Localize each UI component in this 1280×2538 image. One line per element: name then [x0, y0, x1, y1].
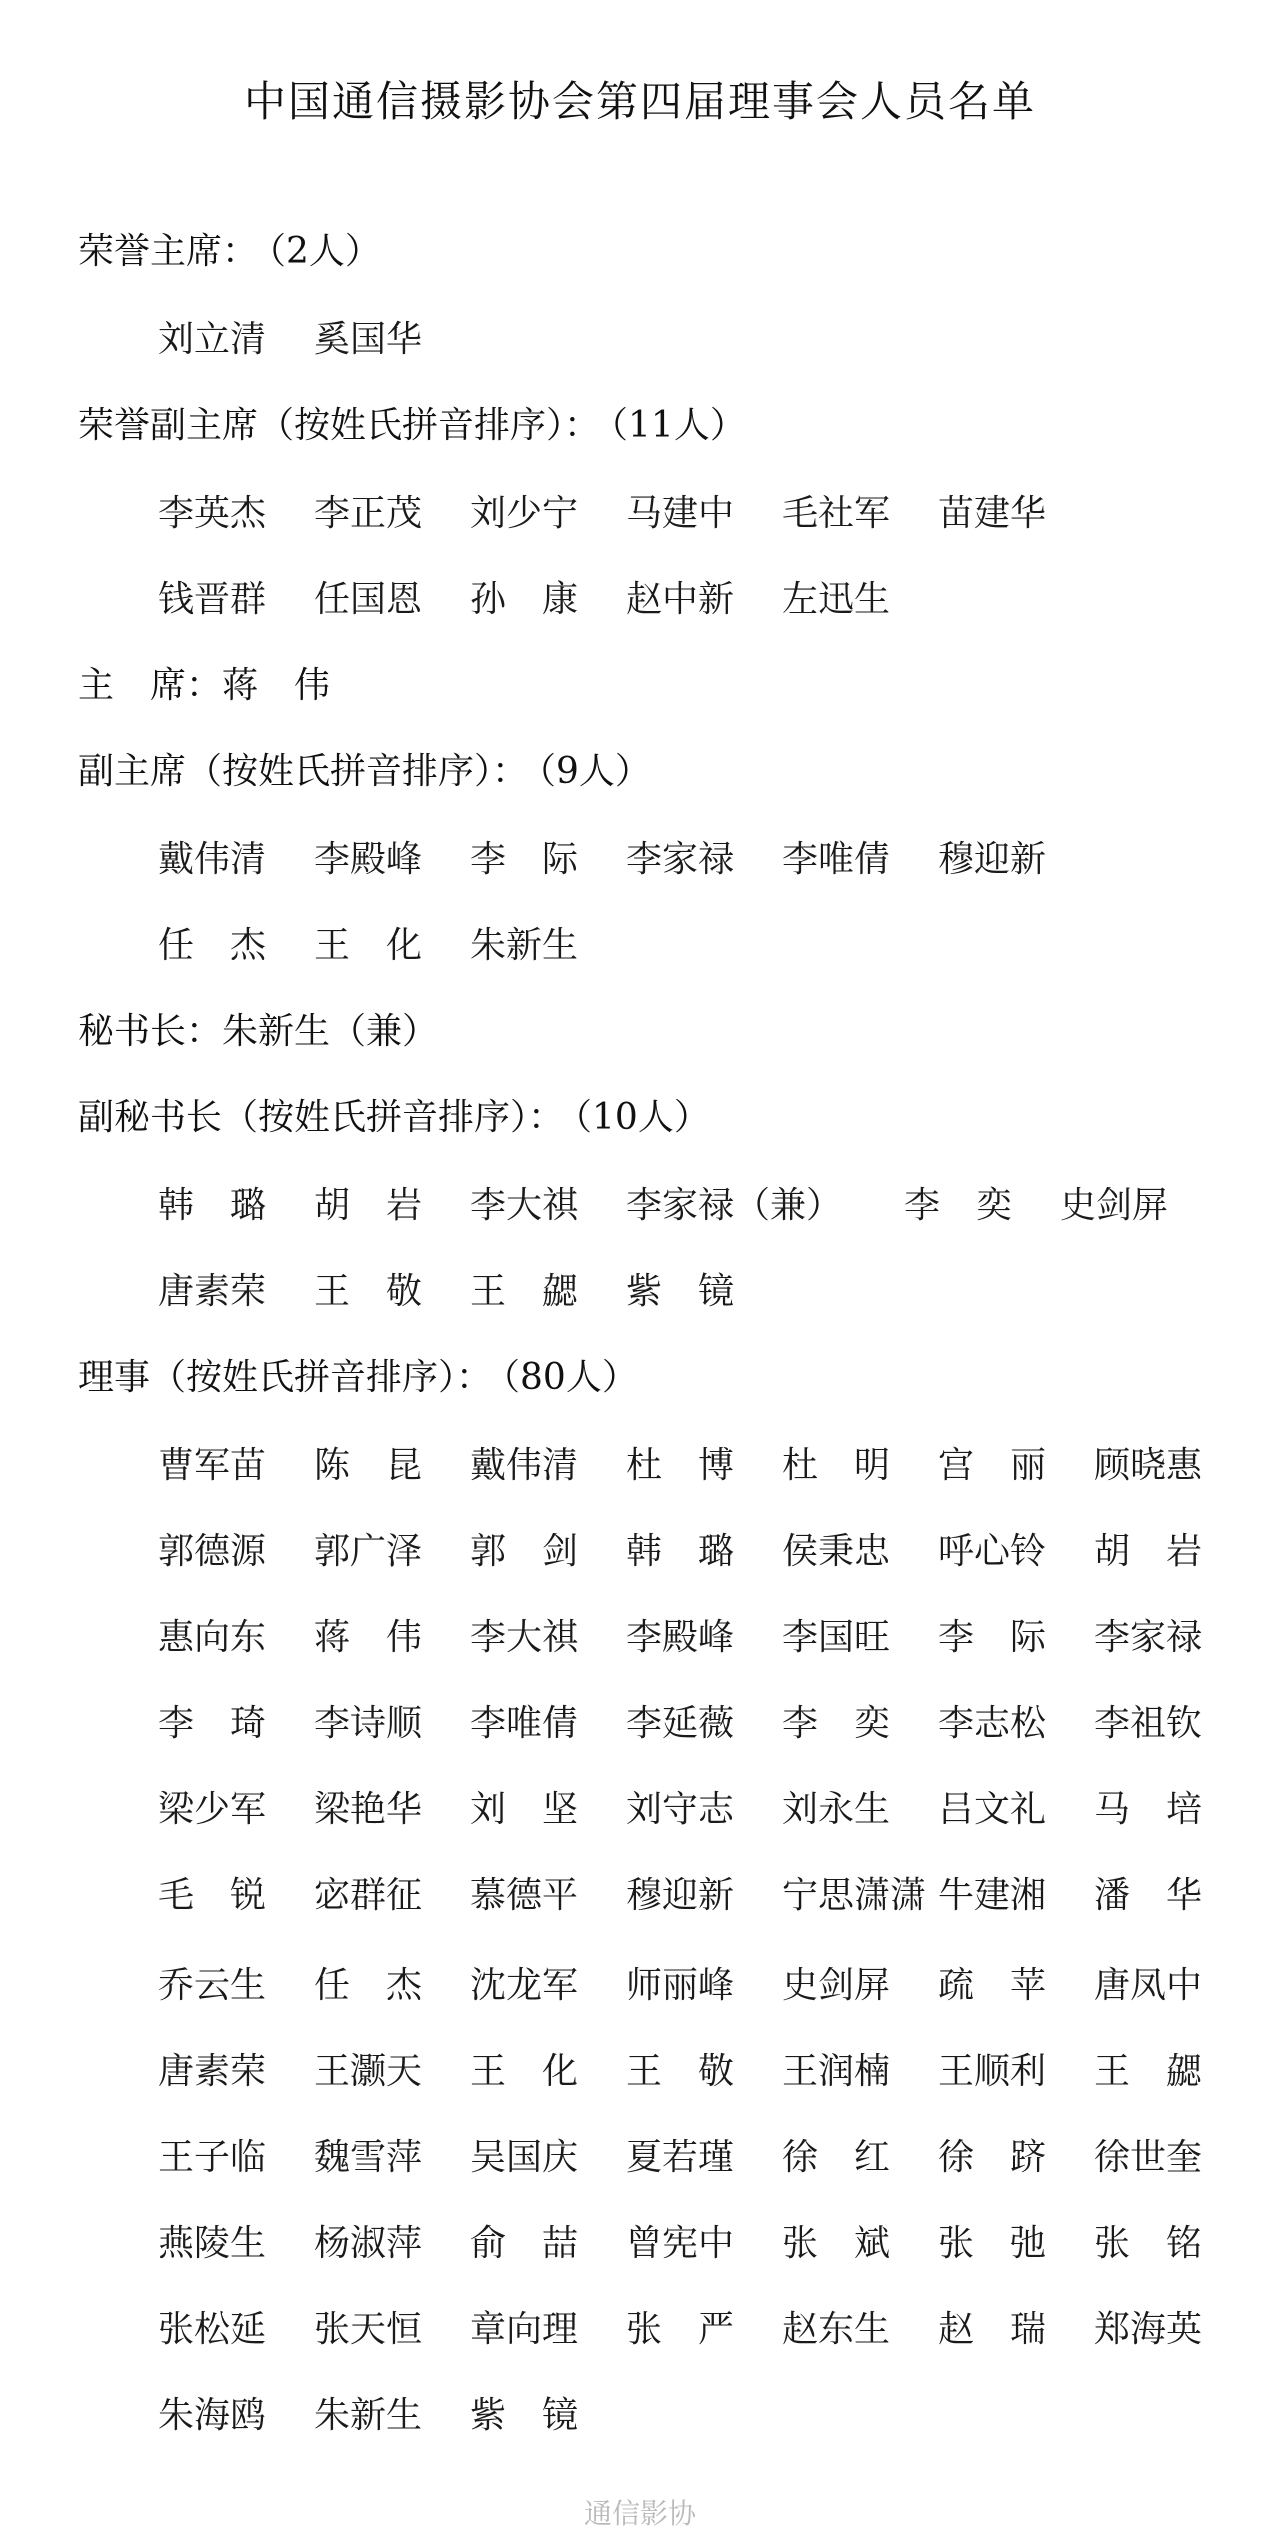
name-row [0, 1962, 1280, 2010]
member-name: 钱晋群 [158, 579, 267, 620]
member-name: 王子临 [158, 2137, 267, 2178]
section-count: （80人） [502, 1357, 638, 1398]
section-heading-secretary-general [78, 1008, 438, 1056]
member-name: 刘立清 [158, 319, 267, 360]
section-label: 理事（按姓氏拼音排序）： [78, 1357, 493, 1398]
section-label: 副秘书长（按姓氏拼音排序）： [78, 1097, 565, 1138]
member-name: 惠向东 [158, 1617, 267, 1658]
name-row [0, 836, 1280, 884]
member-name: 任国恩 [314, 579, 423, 620]
section-label: 副主席（按姓氏拼音排序）： [78, 751, 529, 792]
name-row [0, 1700, 1280, 1748]
member-name: 朱海鸥 [158, 2395, 267, 2436]
name-row [0, 2306, 1280, 2354]
name-row [0, 490, 1280, 538]
member-name: 孙 康 [470, 579, 579, 620]
name-row [0, 922, 1280, 970]
member-name: 史剑屏 [1060, 1185, 1169, 1226]
member-name: 刘 坚 [470, 1789, 579, 1830]
member-name: 赵东生 [782, 2309, 891, 2350]
member-name: 韩 璐 [626, 1531, 735, 1572]
member-name: 穆迎新 [626, 1875, 735, 1916]
member-name: 李家禄（兼） [626, 1185, 843, 1226]
member-name: 刘永生 [782, 1789, 891, 1830]
member-name: 李家禄 [626, 839, 735, 880]
member-name: 吕文礼 [938, 1789, 1047, 1830]
member-name: 王顺利 [938, 2051, 1047, 2092]
member-name: 张 严 [626, 2309, 735, 2350]
member-name: 毛社军 [782, 493, 891, 534]
member-name: 郭德源 [158, 1531, 267, 1572]
member-name: 乔云生 [158, 1965, 267, 2006]
member-name: 王灏天 [314, 2051, 423, 2092]
member-name: 紫 镜 [626, 1271, 735, 1312]
member-name: 李正茂 [314, 493, 423, 534]
member-name: 曾宪中 [626, 2223, 735, 2264]
section-count: （11人） [610, 405, 746, 446]
member-name: 任 杰 [158, 925, 267, 966]
member-name: 李延薇 [626, 1703, 735, 1744]
name-row [0, 2134, 1280, 2182]
member-name: 王润楠 [782, 2051, 891, 2092]
member-name: 呼心铃 [938, 1531, 1047, 1572]
member-name: 吴国庆 [470, 2137, 579, 2178]
member-name: 疏 苹 [938, 1965, 1047, 2006]
member-name: 赵中新 [626, 579, 735, 620]
member-name: 奚国华 [314, 319, 423, 360]
section-heading-chair [78, 662, 330, 710]
member-name: 曹军苗 [158, 1445, 267, 1486]
member-name: 郑海英 [1094, 2309, 1203, 2350]
section-heading-honorary-vice-chair [78, 402, 746, 450]
member-name: 紫 镜 [470, 2395, 579, 2436]
member-name: 李诗顺 [314, 1703, 423, 1744]
member-name: 杨淑萍 [314, 2223, 423, 2264]
name-row [0, 2392, 1280, 2440]
member-name: 王 敬 [314, 1271, 423, 1312]
member-name: 李英杰 [158, 493, 267, 534]
member-name: 俞 喆 [470, 2223, 579, 2264]
member-name: 戴伟清 [470, 1445, 579, 1486]
member-name: 刘少宁 [470, 493, 579, 534]
member-name: 蒋 伟 [314, 1617, 423, 1658]
section-heading-honorary-chair [78, 228, 381, 276]
section-label: 荣誉副主席（按姓氏拼音排序）： [78, 405, 601, 446]
member-name: 李唯倩 [782, 839, 891, 880]
name-row [0, 1268, 1280, 1316]
member-name: 张松延 [158, 2309, 267, 2350]
member-name: 李殿峰 [314, 839, 423, 880]
member-name: 沈龙军 [470, 1965, 579, 2006]
member-name: 李 奕 [782, 1703, 891, 1744]
member-name: 张 弛 [938, 2223, 1047, 2264]
section-label: 秘书长： [78, 1011, 223, 1052]
member-name: 王 化 [470, 2051, 579, 2092]
member-name: 梁少军 [158, 1789, 267, 1830]
member-name: 徐 红 [782, 2137, 891, 2178]
section-inline-name: 朱新生（兼） [222, 1011, 439, 1052]
watermark-logo-text: 通信影协 [583, 2497, 696, 2530]
member-name: 李家禄 [1094, 1617, 1203, 1658]
section-heading-deputy-secretary-general [78, 1094, 710, 1142]
member-name: 张 斌 [782, 2223, 891, 2264]
member-name: 唐素荣 [158, 2051, 267, 2092]
member-name: 左迅生 [782, 579, 891, 620]
member-name: 慕德平 [470, 1875, 579, 1916]
name-row [0, 1182, 1280, 1230]
section-heading-vice-chair [78, 748, 651, 796]
member-name: 牛建湘 [938, 1875, 1047, 1916]
member-name: 李唯倩 [470, 1703, 579, 1744]
member-name: 李志松 [938, 1703, 1047, 1744]
member-name: 任 杰 [314, 1965, 423, 2006]
section-heading-directors [78, 1354, 638, 1402]
section-count: （9人） [538, 751, 651, 792]
member-name: 韩 璐 [158, 1185, 267, 1226]
member-name: 李殿峰 [626, 1617, 735, 1658]
name-row [0, 2220, 1280, 2268]
member-name: 王 化 [314, 925, 423, 966]
member-name: 陈 昆 [314, 1445, 423, 1486]
member-name: 苗建华 [938, 493, 1047, 534]
member-name: 马建中 [626, 493, 735, 534]
member-name: 魏雪萍 [314, 2137, 423, 2178]
member-name: 李 奕 [904, 1185, 1013, 1226]
section-inline-name: 蒋 伟 [222, 665, 331, 706]
member-name: 李 际 [938, 1617, 1047, 1658]
member-name: 宁思潇潇 [782, 1875, 927, 1916]
member-name: 朱新生 [314, 2395, 423, 2436]
member-name: 李大祺 [470, 1617, 579, 1658]
section-count: （2人） [268, 231, 381, 272]
member-name: 戴伟清 [158, 839, 267, 880]
member-name: 郭 剑 [470, 1531, 579, 1572]
member-name: 王 敬 [626, 2051, 735, 2092]
member-name: 李祖钦 [1094, 1703, 1203, 1744]
member-name: 徐 跻 [938, 2137, 1047, 2178]
member-name: 唐素荣 [158, 1271, 267, 1312]
name-row [0, 316, 1280, 364]
member-name: 宓群征 [314, 1875, 423, 1916]
member-name: 史剑屏 [782, 1965, 891, 2006]
name-row [0, 1442, 1280, 1490]
member-name: 李大祺 [470, 1185, 579, 1226]
member-name: 李 琦 [158, 1703, 267, 1744]
member-name: 梁艳华 [314, 1789, 423, 1830]
member-name: 顾晓惠 [1094, 1445, 1203, 1486]
name-row [0, 1872, 1280, 1920]
member-name: 王 勰 [1094, 2051, 1203, 2092]
member-name: 徐世奎 [1094, 2137, 1203, 2178]
member-name: 李 际 [470, 839, 579, 880]
member-name: 师丽峰 [626, 1965, 735, 2006]
member-name: 唐凤中 [1094, 1965, 1203, 2006]
member-name: 张天恒 [314, 2309, 423, 2350]
name-row [0, 1528, 1280, 1576]
name-row [0, 576, 1280, 624]
section-count: （10人） [574, 1097, 710, 1138]
member-name: 张 铭 [1094, 2223, 1203, 2264]
member-name: 毛 锐 [158, 1875, 267, 1916]
member-name: 郭广泽 [314, 1531, 423, 1572]
page-title: 中国通信摄影协会第四届理事会人员名单 [243, 77, 1036, 126]
member-name: 杜 明 [782, 1445, 891, 1486]
member-name: 朱新生 [470, 925, 579, 966]
member-name: 赵 瑞 [938, 2309, 1047, 2350]
member-name: 胡 岩 [314, 1185, 423, 1226]
member-name: 章向理 [470, 2309, 579, 2350]
member-name: 李国旺 [782, 1617, 891, 1658]
section-label: 主 席： [78, 665, 223, 706]
member-name: 刘守志 [626, 1789, 735, 1830]
member-name: 杜 博 [626, 1445, 735, 1486]
member-name: 穆迎新 [938, 839, 1047, 880]
member-name: 侯秉忠 [782, 1531, 891, 1572]
name-row [0, 2048, 1280, 2096]
member-name: 潘 华 [1094, 1875, 1203, 1916]
member-name: 胡 岩 [1094, 1531, 1203, 1572]
name-row [0, 1614, 1280, 1662]
name-row [0, 1786, 1280, 1834]
member-name: 燕陵生 [158, 2223, 267, 2264]
section-label: 荣誉主席： [78, 231, 259, 272]
member-name: 王 勰 [470, 1271, 579, 1312]
member-name: 宫 丽 [938, 1445, 1047, 1486]
member-name: 夏若瑾 [626, 2137, 735, 2178]
member-name: 马 培 [1094, 1789, 1203, 1830]
